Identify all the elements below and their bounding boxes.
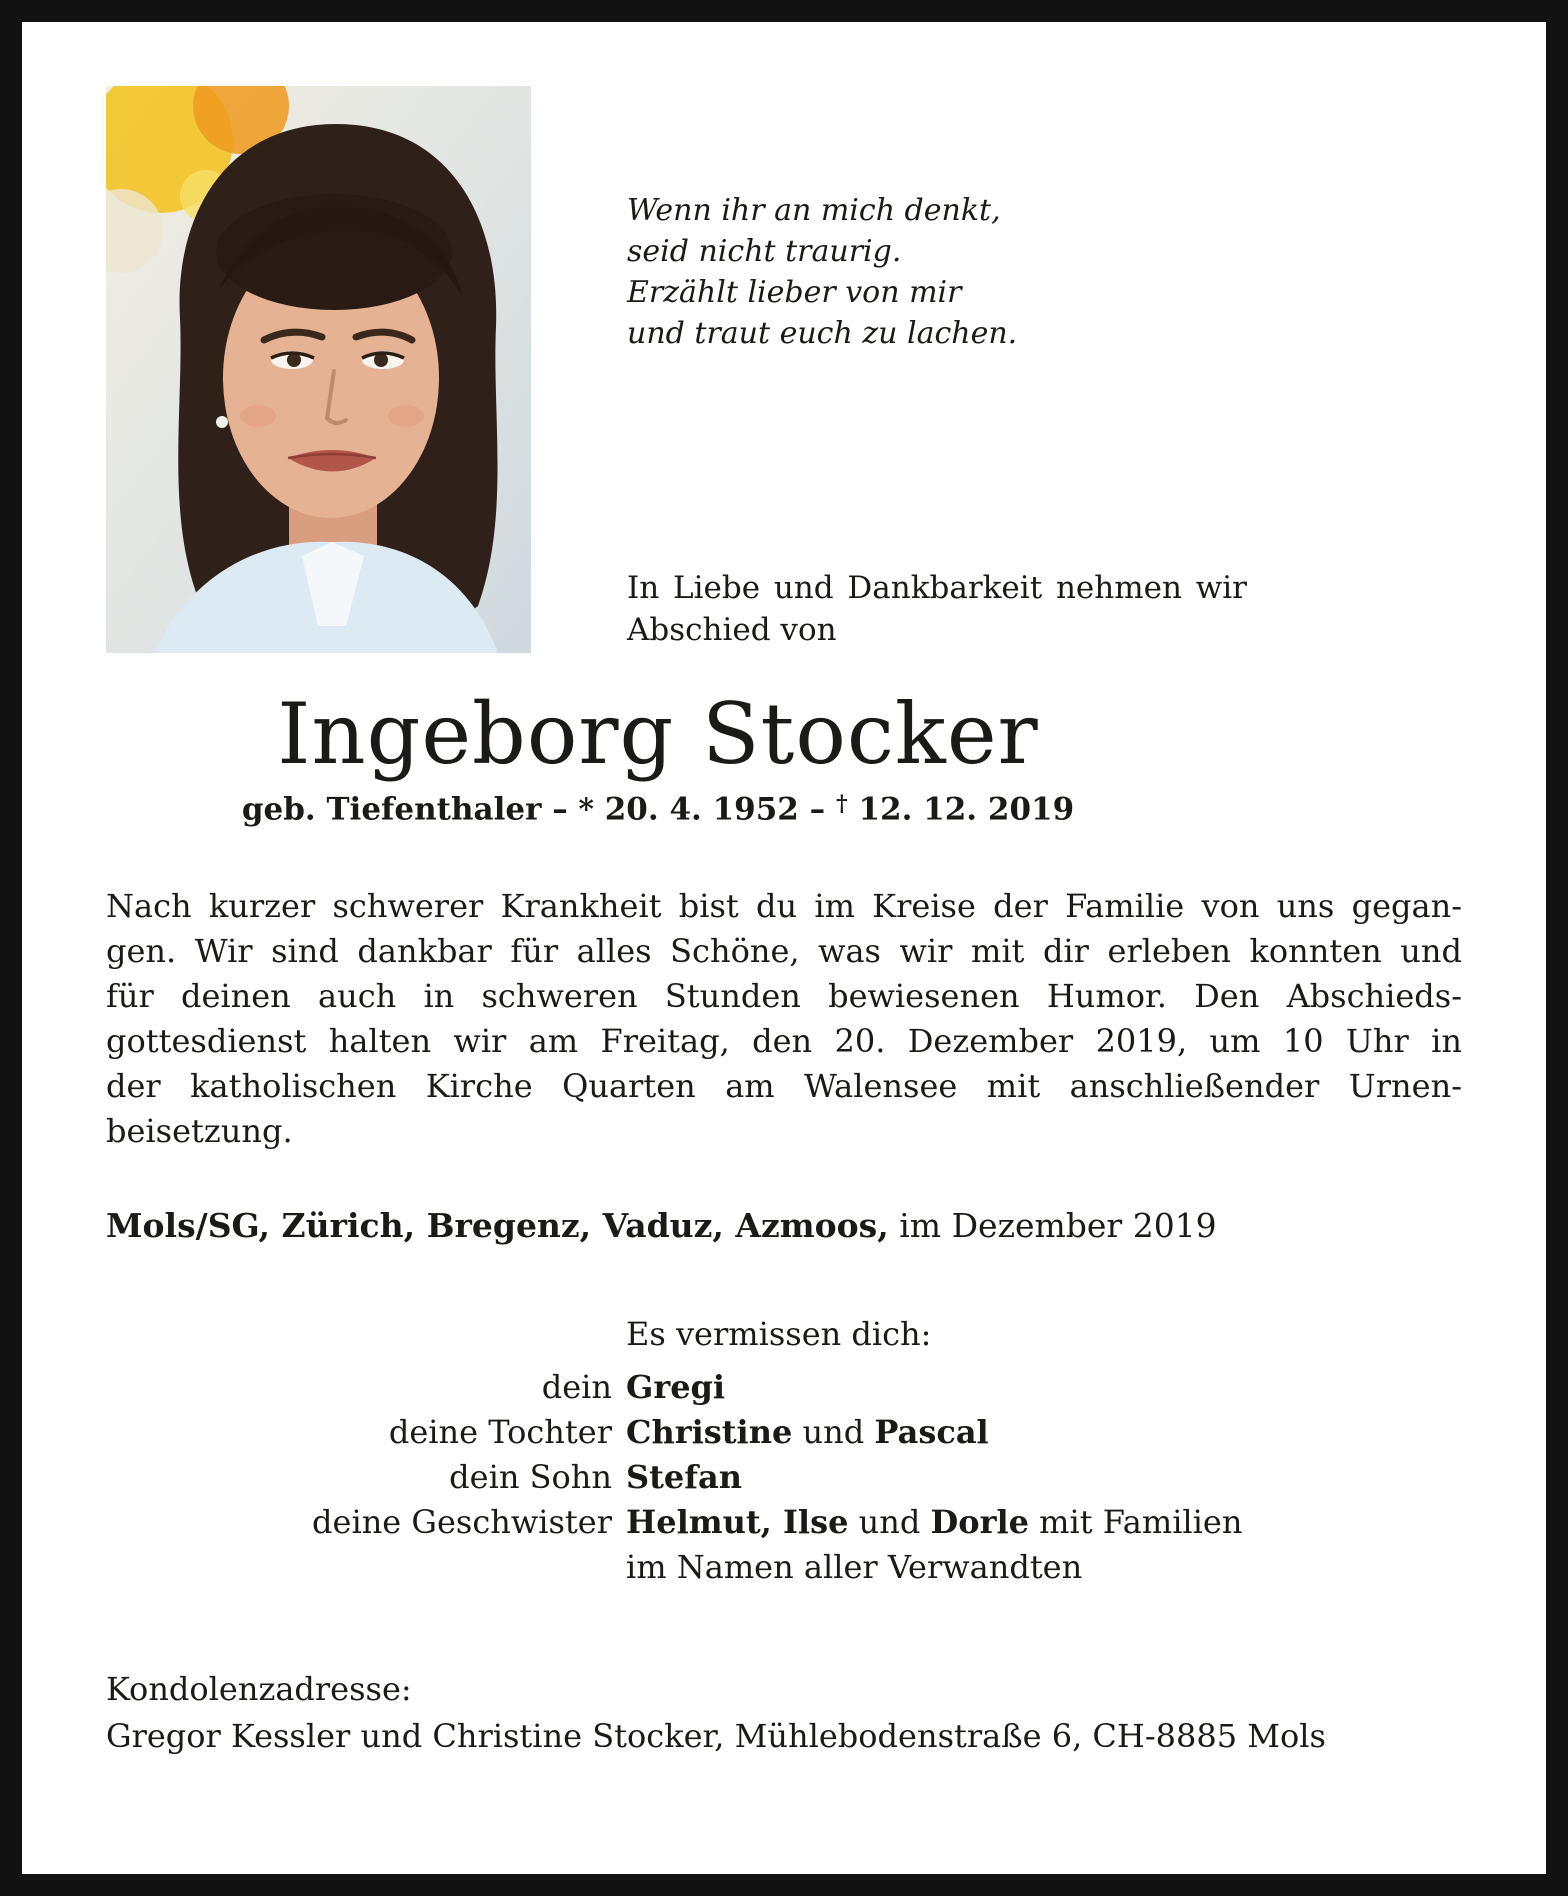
mourner-relation: dein Sohn <box>449 1457 612 1496</box>
body-line: der katholischen Kirche Quarten am Walensee mit anschließender Urnen- <box>106 1066 1462 1105</box>
name-block <box>106 687 1210 828</box>
mourners-list <box>106 1365 1462 1590</box>
mourner-conjunction: und <box>858 1502 921 1541</box>
intro-line: In Liebe und Dankbarkeit nehmen wir <box>627 570 1247 606</box>
dateline-date: im Dezember 2019 <box>899 1205 1217 1245</box>
mourner-name: Stefan <box>626 1457 743 1496</box>
mourner-row <box>106 1500 1462 1545</box>
condolence-block <box>106 1666 1462 1760</box>
mourner-tail: mit Familien <box>1039 1502 1243 1541</box>
mourner-relation: dein <box>541 1367 612 1406</box>
portrait-photo <box>106 86 531 653</box>
poem-line: und traut euch zu lachen. <box>627 316 1018 351</box>
mourner-name: Helmut, Ilse <box>626 1502 849 1541</box>
death-symbol: † <box>835 791 848 818</box>
mourner-names <box>626 1455 742 1500</box>
condolence-address: Gregor Kessler und Christine Stocker, Mühlebodenstraße 6, CH-8885 Mols <box>106 1716 1326 1755</box>
maiden-name: geb. Tiefenthaler – <box>241 791 568 828</box>
poem-line: Wenn ihr an mich denkt, <box>627 193 1001 228</box>
dateline <box>106 1206 1462 1245</box>
body-line: für deinen auch in schweren Stunden bewiesenen Humor. Den Abschieds- <box>106 976 1462 1015</box>
poem <box>627 190 1247 354</box>
mourner-relation-empty <box>106 1545 626 1590</box>
body-line: Nach kurzer schwerer Krankheit bist du im Kreise der Familie von uns gegan- <box>106 886 1462 925</box>
poem-line: seid nicht traurig. <box>627 234 902 269</box>
mourner-name: Gregi <box>626 1367 726 1406</box>
vital-dates <box>106 791 1210 827</box>
body-line: beisetzung. <box>106 1111 293 1150</box>
mourner-row <box>106 1455 1462 1500</box>
dateline-places: Mols/SG, Zürich, Bregenz, Vaduz, Azmoos, <box>106 1205 889 1245</box>
birth-symbol: * <box>578 791 594 827</box>
mourners-heading: Es vermissen dich: <box>626 1314 932 1353</box>
mourner-name: Christine <box>626 1412 793 1451</box>
birth-date: 20. 4. 1952 – <box>604 791 826 828</box>
mourner-names <box>626 1410 989 1455</box>
body-line: gottesdienst halten wir am Freitag, den 20. Dezember 2019, um 10 Uhr in <box>106 1021 1462 1060</box>
intro-line: Abschied von <box>627 612 837 648</box>
mourner-name: Dorle <box>930 1502 1029 1541</box>
top-row <box>106 86 1462 653</box>
mourner-row <box>106 1365 1462 1410</box>
mourner-name: Pascal <box>874 1412 989 1451</box>
death-date: 12. 12. 2019 <box>858 791 1075 828</box>
mourner-names <box>626 1500 1242 1545</box>
mourner-row <box>106 1545 1462 1590</box>
body-paragraph <box>106 884 1462 1154</box>
portrait-photo-illustration <box>106 86 531 653</box>
mourner-conjunction: und <box>802 1412 865 1451</box>
mourner-names <box>626 1365 725 1410</box>
closing-line: im Namen aller Verwandten <box>626 1547 1083 1586</box>
mourner-row <box>106 1410 1462 1455</box>
poem-line: Erzählt lieber von mir <box>627 275 962 310</box>
intro-text <box>627 567 1247 651</box>
deceased-name: Ingeborg Stocker <box>277 685 1039 783</box>
mourner-relation: deine Geschwister <box>312 1502 612 1541</box>
condolence-heading: Kondolenzadresse: <box>106 1669 412 1708</box>
right-column <box>627 86 1247 653</box>
pearl-earring <box>216 416 228 428</box>
body-line: gen. Wir sind dankbar für alles Schöne, was wir mit dir erleben konnten und <box>106 931 1462 970</box>
mourner-relation: deine Tochter <box>388 1412 612 1451</box>
